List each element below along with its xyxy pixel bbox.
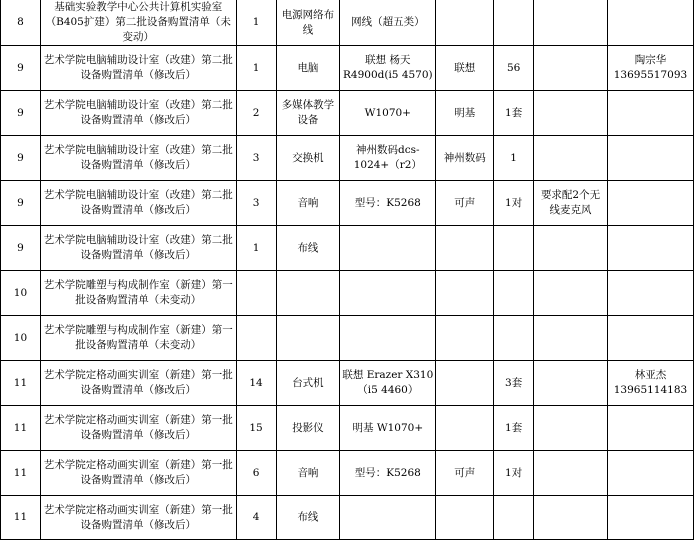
project-name-cell: 艺术学院雕塑与构成制作室（新建）第一批设备购置清单（未变动） bbox=[40, 316, 236, 361]
project-name-cell: 艺术学院电脑辅助设计室（改建）第二批设备购置清单（修改后） bbox=[40, 91, 236, 136]
table-row bbox=[1, 46, 694, 91]
contact-person-cell bbox=[607, 91, 693, 136]
table-row bbox=[1, 181, 694, 226]
project-name-cell: 艺术学院定格动画实训室（新建）第一批设备购置清单（修改后） bbox=[40, 361, 236, 406]
item-note-cell bbox=[534, 0, 608, 46]
contact-person-cell bbox=[607, 181, 693, 226]
row-number-cell: 9 bbox=[1, 46, 41, 91]
row-number-cell: 11 bbox=[1, 406, 41, 451]
item-seq-cell: 14 bbox=[236, 361, 276, 406]
item-seq-cell bbox=[236, 316, 276, 361]
item-seq-cell: 1 bbox=[236, 226, 276, 271]
row-number-cell: 11 bbox=[1, 361, 41, 406]
item-quantity-cell: 3套 bbox=[494, 361, 534, 406]
item-name-cell: 多媒体教学设备 bbox=[276, 91, 340, 136]
item-brand-cell: 可声 bbox=[436, 451, 494, 496]
project-name-cell: 艺术学院定格动画实训室（新建）第一批设备购置清单（修改后） bbox=[40, 406, 236, 451]
item-seq-cell: 3 bbox=[236, 136, 276, 181]
table-row bbox=[1, 316, 694, 361]
item-name-cell: 电源网络布线 bbox=[276, 0, 340, 46]
table-row bbox=[1, 226, 694, 271]
item-spec-cell: 型号：K5268 bbox=[340, 181, 436, 226]
item-quantity-cell bbox=[494, 271, 534, 316]
project-name-cell: 艺术学院电脑辅助设计室（改建）第二批设备购置清单（修改后） bbox=[40, 46, 236, 91]
row-number-cell: 8 bbox=[1, 0, 41, 46]
item-brand-cell: 明基 bbox=[436, 91, 494, 136]
project-name-cell: 基础实验教学中心公共计算机实验室（B405扩建）第二批设备购置清单（未变动） bbox=[40, 0, 236, 46]
contact-person-cell bbox=[607, 271, 693, 316]
table-row bbox=[1, 361, 694, 406]
row-number-cell: 11 bbox=[1, 496, 41, 540]
item-spec-cell: 神州数码dcs-1024+（r2） bbox=[340, 136, 436, 181]
table-row bbox=[1, 271, 694, 316]
project-name-cell: 艺术学院定格动画实训室（新建）第一批设备购置清单（修改后） bbox=[40, 496, 236, 540]
item-spec-cell bbox=[340, 226, 436, 271]
row-number-cell: 9 bbox=[1, 181, 41, 226]
project-name-cell: 艺术学院电脑辅助设计室（改建）第二批设备购置清单（修改后） bbox=[40, 226, 236, 271]
item-spec-cell: 明基 W1070+ bbox=[340, 406, 436, 451]
item-brand-cell: 神州数码 bbox=[436, 136, 494, 181]
item-seq-cell bbox=[236, 271, 276, 316]
item-seq-cell: 3 bbox=[236, 181, 276, 226]
project-name-cell: 艺术学院定格动画实训室（新建）第一批设备购置清单（修改后） bbox=[40, 451, 236, 496]
item-brand-cell bbox=[436, 406, 494, 451]
row-number-cell: 10 bbox=[1, 271, 41, 316]
item-name-cell bbox=[276, 271, 340, 316]
table-row bbox=[1, 136, 694, 181]
project-name-cell: 艺术学院电脑辅助设计室（改建）第二批设备购置清单（修改后） bbox=[40, 136, 236, 181]
item-name-cell: 布线 bbox=[276, 226, 340, 271]
item-note-cell bbox=[534, 226, 608, 271]
row-number-cell: 9 bbox=[1, 136, 41, 181]
contact-person-cell bbox=[607, 0, 693, 46]
item-quantity-cell: 1对 bbox=[494, 181, 534, 226]
item-quantity-cell: 1套 bbox=[494, 91, 534, 136]
item-seq-cell: 15 bbox=[236, 406, 276, 451]
item-note-cell bbox=[534, 316, 608, 361]
item-note-cell bbox=[534, 451, 608, 496]
item-quantity-cell bbox=[494, 226, 534, 271]
item-seq-cell: 1 bbox=[236, 0, 276, 46]
item-brand-cell bbox=[436, 361, 494, 406]
item-note-cell bbox=[534, 91, 608, 136]
contact-person-cell: 陶宗华 13695517093 bbox=[607, 46, 693, 91]
item-note-cell bbox=[534, 46, 608, 91]
item-name-cell: 电脑 bbox=[276, 46, 340, 91]
item-brand-cell bbox=[436, 271, 494, 316]
item-brand-cell bbox=[436, 0, 494, 46]
project-name-cell: 艺术学院电脑辅助设计室（改建）第二批设备购置清单（修改后） bbox=[40, 181, 236, 226]
project-name-cell: 艺术学院雕塑与构成制作室（新建）第一批设备购置清单（未变动） bbox=[40, 271, 236, 316]
item-quantity-cell bbox=[494, 316, 534, 361]
row-number-cell: 11 bbox=[1, 451, 41, 496]
table-row bbox=[1, 406, 694, 451]
item-spec-cell: 联想 Erazer X310（i5 4460） bbox=[340, 361, 436, 406]
item-spec-cell bbox=[340, 496, 436, 540]
item-spec-cell: 联想 杨天 R4900d(i5 4570) bbox=[340, 46, 436, 91]
item-name-cell: 音响 bbox=[276, 451, 340, 496]
item-name-cell: 台式机 bbox=[276, 361, 340, 406]
table-row bbox=[1, 0, 694, 46]
table-row bbox=[1, 496, 694, 540]
item-note-cell: 要求配2个无线麦克风 bbox=[534, 181, 608, 226]
item-seq-cell: 4 bbox=[236, 496, 276, 540]
item-seq-cell: 1 bbox=[236, 46, 276, 91]
row-number-cell: 9 bbox=[1, 91, 41, 136]
item-spec-cell bbox=[340, 271, 436, 316]
item-name-cell: 布线 bbox=[276, 496, 340, 540]
item-quantity-cell: 56 bbox=[494, 46, 534, 91]
contact-person-cell bbox=[607, 496, 693, 540]
row-number-cell: 9 bbox=[1, 226, 41, 271]
item-spec-cell bbox=[340, 316, 436, 361]
contact-person-cell bbox=[607, 316, 693, 361]
contact-person-cell bbox=[607, 136, 693, 181]
item-seq-cell: 6 bbox=[236, 451, 276, 496]
item-note-cell bbox=[534, 271, 608, 316]
contact-person-cell bbox=[607, 451, 693, 496]
item-name-cell bbox=[276, 316, 340, 361]
item-quantity-cell: 1对 bbox=[494, 451, 534, 496]
contact-person-cell bbox=[607, 226, 693, 271]
item-brand-cell bbox=[436, 496, 494, 540]
item-quantity-cell bbox=[494, 0, 534, 46]
table-row bbox=[1, 91, 694, 136]
item-note-cell bbox=[534, 136, 608, 181]
item-spec-cell: 型号：K5268 bbox=[340, 451, 436, 496]
item-note-cell bbox=[534, 406, 608, 451]
item-note-cell bbox=[534, 496, 608, 540]
item-spec-cell: 网线（超五类） bbox=[340, 0, 436, 46]
item-quantity-cell: 1 bbox=[494, 136, 534, 181]
contact-person-cell bbox=[607, 406, 693, 451]
contact-person-cell: 林亚杰 13965114183 bbox=[607, 361, 693, 406]
item-spec-cell: W1070+ bbox=[340, 91, 436, 136]
item-brand-cell: 可声 bbox=[436, 181, 494, 226]
item-quantity-cell: 1套 bbox=[494, 406, 534, 451]
item-brand-cell bbox=[436, 316, 494, 361]
item-name-cell: 投影仪 bbox=[276, 406, 340, 451]
item-brand-cell: 联想 bbox=[436, 46, 494, 91]
row-number-cell: 10 bbox=[1, 316, 41, 361]
item-note-cell bbox=[534, 361, 608, 406]
item-quantity-cell bbox=[494, 496, 534, 540]
item-name-cell: 音响 bbox=[276, 181, 340, 226]
table-row bbox=[1, 451, 694, 496]
item-seq-cell: 2 bbox=[236, 91, 276, 136]
item-brand-cell bbox=[436, 226, 494, 271]
item-name-cell: 交换机 bbox=[276, 136, 340, 181]
